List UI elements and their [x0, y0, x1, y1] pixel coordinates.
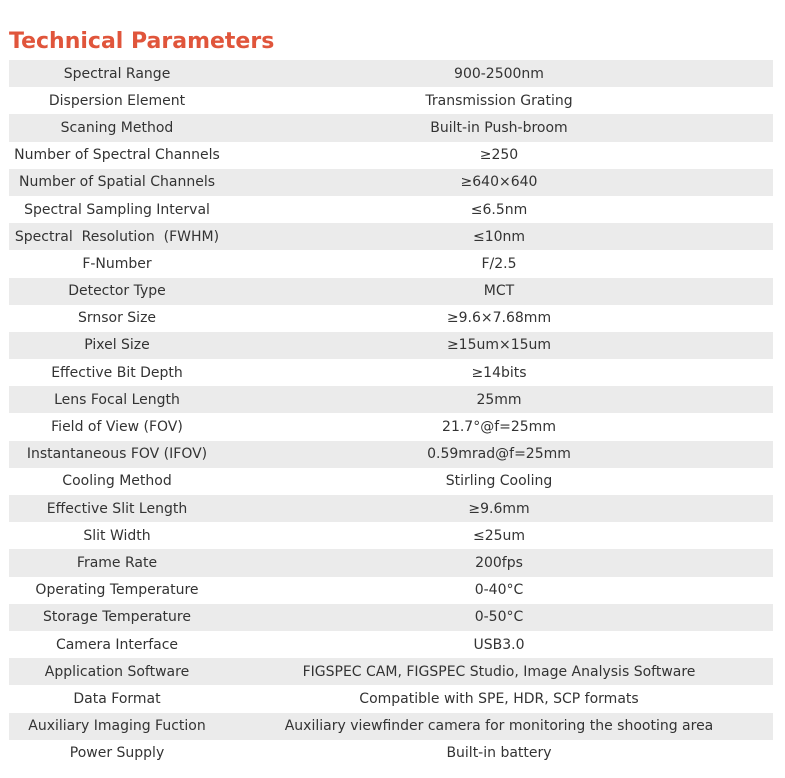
table-row	[9, 332, 773, 359]
spec-value: 25mm	[225, 386, 773, 413]
spec-value: ≥15um×15um	[225, 332, 773, 359]
spec-value: F/2.5	[225, 250, 773, 277]
spec-value: ≥14bits	[225, 359, 773, 386]
table-row	[9, 386, 773, 413]
table-row	[9, 740, 773, 767]
table-row	[9, 114, 773, 141]
spec-label: Auxiliary Imaging Fuction	[9, 713, 225, 740]
spec-label: Spectral Sampling Interval	[9, 196, 225, 223]
spec-label: Application Software	[9, 658, 225, 685]
table-row	[9, 359, 773, 386]
spec-value: 0-40°C	[225, 577, 773, 604]
spec-value: ≤25um	[225, 522, 773, 549]
spec-label: Field of View (FOV)	[9, 413, 225, 440]
spec-value: Built-in battery	[225, 740, 773, 767]
spec-value: FIGSPEC CAM, FIGSPEC Studio, Image Analysis Software	[225, 658, 773, 685]
spec-label: Lens Focal Length	[9, 386, 225, 413]
spec-value: 900-2500nm	[225, 60, 773, 87]
table-row	[9, 658, 773, 685]
spec-label: Storage Temperature	[9, 604, 225, 631]
table-row	[9, 685, 773, 712]
spec-label: Effective Bit Depth	[9, 359, 225, 386]
table-row	[9, 604, 773, 631]
page-title: Technical Parameters	[9, 28, 275, 54]
table-row	[9, 250, 773, 277]
spec-value: 21.7°@f=25mm	[225, 413, 773, 440]
spec-value: Stirling Cooling	[225, 468, 773, 495]
spec-value: MCT	[225, 278, 773, 305]
spec-table	[9, 60, 773, 767]
table-row	[9, 142, 773, 169]
table-row	[9, 713, 773, 740]
spec-table-body	[9, 60, 773, 767]
table-row	[9, 60, 773, 87]
spec-value: ≥9.6×7.68mm	[225, 305, 773, 332]
table-row	[9, 305, 773, 332]
spec-value: ≤6.5nm	[225, 196, 773, 223]
table-row	[9, 522, 773, 549]
spec-label: Instantaneous FOV (IFOV)	[9, 441, 225, 468]
spec-label: Operating Temperature	[9, 577, 225, 604]
spec-label: Spectral Range	[9, 60, 225, 87]
spec-value: Compatible with SPE, HDR, SCP formats	[225, 685, 773, 712]
table-row	[9, 631, 773, 658]
table-row	[9, 577, 773, 604]
spec-value: Transmission Grating	[225, 87, 773, 114]
spec-label: Data Format	[9, 685, 225, 712]
table-row	[9, 441, 773, 468]
spec-label: Srnsor Size	[9, 305, 225, 332]
spec-value: Auxiliary viewfinder camera for monitoring the shooting area	[225, 713, 773, 740]
table-row	[9, 223, 773, 250]
table-row	[9, 413, 773, 440]
spec-value: ≥640×640	[225, 169, 773, 196]
spec-label: Frame Rate	[9, 549, 225, 576]
spec-label: Effective Slit Length	[9, 495, 225, 522]
table-row	[9, 495, 773, 522]
table-row	[9, 169, 773, 196]
table-row	[9, 278, 773, 305]
spec-value: 200fps	[225, 549, 773, 576]
spec-label: Cooling Method	[9, 468, 225, 495]
table-row	[9, 87, 773, 114]
spec-value: 0-50°C	[225, 604, 773, 631]
table-row	[9, 549, 773, 576]
spec-label: Detector Type	[9, 278, 225, 305]
spec-value: 0.59mrad@f=25mm	[225, 441, 773, 468]
spec-label: Slit Width	[9, 522, 225, 549]
spec-label: Dispersion Element	[9, 87, 225, 114]
table-row	[9, 196, 773, 223]
spec-value: ≥250	[225, 142, 773, 169]
table-row	[9, 468, 773, 495]
spec-label: Power Supply	[9, 740, 225, 767]
spec-value: ≤10nm	[225, 223, 773, 250]
spec-value: ≥9.6mm	[225, 495, 773, 522]
spec-label: F-Number	[9, 250, 225, 277]
spec-label: Pixel Size	[9, 332, 225, 359]
spec-label: Scaning Method	[9, 114, 225, 141]
spec-value: USB3.0	[225, 631, 773, 658]
spec-label: Number of Spatial Channels	[9, 169, 225, 196]
spec-label: Spectral Resolution (FWHM)	[9, 223, 225, 250]
spec-label: Camera Interface	[9, 631, 225, 658]
spec-value: Built-in Push-broom	[225, 114, 773, 141]
spec-label: Number of Spectral Channels	[9, 142, 225, 169]
